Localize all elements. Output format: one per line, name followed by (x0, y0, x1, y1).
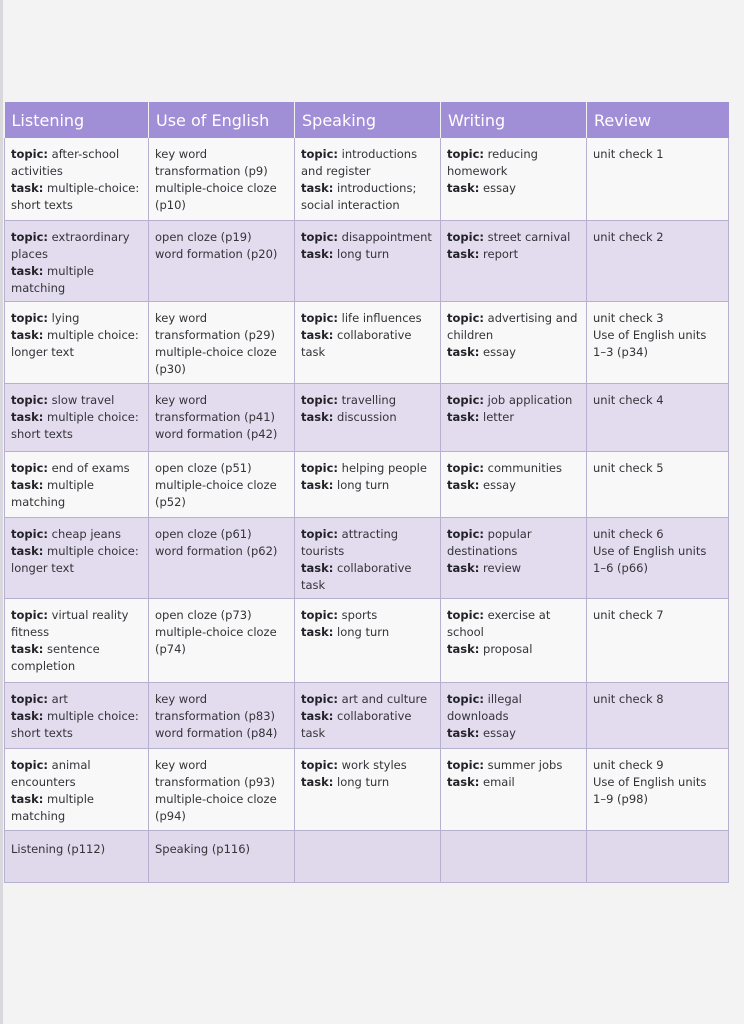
cell-line: word formation (p42) (155, 426, 278, 441)
topic-label: topic: (11, 757, 48, 772)
topic-value: after-school activities (11, 147, 120, 178)
cell-line: multiple-choice cloze (p74) (155, 624, 277, 656)
table-row (5, 682, 729, 748)
task-line (447, 409, 580, 426)
use-of-english-cell (149, 301, 295, 383)
review-cell (587, 301, 729, 383)
topic-line (301, 526, 434, 560)
topic-value: work styles (341, 757, 407, 772)
topic-line (11, 607, 142, 641)
speaking-cell (295, 748, 441, 830)
topic-value: attracting tourists (301, 526, 399, 558)
table-row (5, 138, 729, 220)
listening-cell (5, 598, 149, 682)
topic-value: exercise at school (447, 607, 551, 639)
task-line (11, 708, 142, 742)
task-line (301, 180, 434, 214)
table-row (5, 383, 729, 451)
task-value: proposal (483, 641, 533, 656)
task-label: task: (301, 327, 334, 342)
task-label: task: (301, 624, 334, 639)
footer-cell (587, 830, 729, 882)
topic-line (447, 526, 580, 560)
header-review: Review (587, 102, 729, 138)
footer-cell: Speaking (p116) (149, 830, 295, 882)
review-cell (587, 748, 729, 830)
cell-line: unit check 6 (593, 526, 664, 541)
task-label: task: (447, 344, 480, 359)
task-value: multiple choice: longer text (11, 543, 139, 575)
topic-value: helping people (341, 460, 427, 475)
header-row (5, 102, 729, 138)
footer-row (5, 830, 729, 882)
task-line (11, 477, 142, 511)
task-value: multiple matching (11, 791, 94, 823)
header-listening: Listening (5, 102, 149, 138)
review-cell (587, 517, 729, 598)
topic-line (447, 691, 580, 725)
speaking-cell (295, 517, 441, 598)
cell-line: multiple-choice cloze (p10) (155, 181, 277, 212)
task-line (447, 774, 580, 791)
use-of-english-cell (149, 748, 295, 830)
cell-line: key word transformation (p93) (155, 757, 276, 789)
topic-line (301, 757, 434, 774)
writing-cell (441, 451, 587, 517)
task-line (301, 624, 434, 641)
table-row (5, 517, 729, 598)
topic-line (11, 757, 142, 791)
footer-cell (441, 830, 587, 882)
task-label: task: (447, 560, 480, 575)
use-of-english-cell (149, 138, 295, 220)
header-use-of-english: Use of English (149, 102, 295, 138)
task-label: task: (447, 246, 480, 261)
cell-line: key word transformation (p29) (155, 310, 276, 342)
topic-line (301, 229, 434, 246)
task-value: collaborative task (301, 560, 412, 592)
topic-line (301, 691, 434, 708)
topic-line (11, 526, 142, 543)
topic-value: introductions and register (301, 147, 418, 178)
task-label: task: (301, 774, 334, 789)
task-line (447, 560, 580, 577)
footer-cell: Listening (p112) (5, 830, 149, 882)
task-line (11, 409, 142, 443)
task-line (301, 477, 434, 494)
writing-cell (441, 383, 587, 451)
task-value: long turn (337, 246, 390, 261)
cell-line: word formation (p62) (155, 543, 278, 558)
topic-value: virtual reality fitness (11, 607, 129, 639)
listening-cell (5, 220, 149, 301)
topic-value: street carnival (487, 229, 571, 244)
listening-cell (5, 301, 149, 383)
cell-line: unit check 4 (593, 392, 664, 407)
topic-label: topic: (301, 147, 338, 161)
speaking-cell (295, 383, 441, 451)
topic-line (301, 607, 434, 624)
listening-cell (5, 451, 149, 517)
listening-cell (5, 517, 149, 598)
cell-line: multiple-choice cloze (p30) (155, 344, 277, 376)
task-label: task: (11, 409, 44, 424)
topic-value: disappointment (341, 229, 432, 244)
task-label: task: (301, 477, 334, 492)
task-label: task: (11, 708, 44, 723)
task-label: task: (447, 477, 480, 492)
writing-cell (441, 682, 587, 748)
task-label: task: (11, 543, 44, 558)
speaking-cell (295, 220, 441, 301)
use-of-english-cell (149, 517, 295, 598)
task-value: essay (483, 181, 516, 195)
topic-label: topic: (11, 691, 48, 706)
table-row (5, 451, 729, 517)
cell-line: open cloze (p61) (155, 526, 252, 541)
use-of-english-cell (149, 598, 295, 682)
topic-label: topic: (11, 607, 48, 622)
task-value: collaborative task (301, 327, 412, 359)
speaking-cell (295, 682, 441, 748)
topic-label: topic: (11, 460, 48, 475)
topic-label: topic: (447, 147, 484, 161)
topic-value: illegal downloads (447, 691, 522, 723)
topic-label: topic: (11, 147, 48, 161)
topic-label: topic: (301, 310, 338, 325)
topic-value: summer jobs (487, 757, 563, 772)
task-label: task: (447, 774, 480, 789)
writing-cell (441, 301, 587, 383)
topic-label: topic: (447, 691, 484, 706)
task-value: multiple matching (11, 477, 94, 509)
topic-label: topic: (447, 229, 484, 244)
cell-line: word formation (p84) (155, 725, 278, 740)
topic-value: communities (487, 460, 562, 475)
topic-value: popular destinations (447, 526, 532, 558)
task-line (447, 246, 580, 263)
task-line (301, 246, 434, 263)
table-row (5, 220, 729, 301)
task-label: task: (301, 181, 334, 195)
task-line (11, 791, 142, 825)
topic-label: topic: (301, 757, 338, 772)
task-label: task: (11, 791, 44, 806)
topic-value: job application (487, 392, 573, 407)
use-of-english-cell (149, 682, 295, 748)
use-of-english-cell (149, 451, 295, 517)
cell-line: word formation (p20) (155, 246, 278, 261)
listening-cell (5, 682, 149, 748)
topic-label: topic: (447, 757, 484, 772)
table-row (5, 598, 729, 682)
topic-label: topic: (447, 392, 484, 407)
topic-label: topic: (11, 526, 48, 541)
topic-line (11, 691, 142, 708)
task-value: collaborative task (301, 708, 412, 740)
speaking-cell (295, 138, 441, 220)
cell-line: unit check 8 (593, 691, 664, 706)
cell-line: open cloze (p19) (155, 229, 252, 244)
task-line (301, 560, 434, 594)
cell-line: unit check 2 (593, 229, 664, 244)
task-value: letter (483, 409, 515, 424)
task-line (11, 327, 142, 361)
topic-line (447, 392, 580, 409)
topic-line (447, 757, 580, 774)
speaking-cell (295, 598, 441, 682)
task-value: long turn (337, 624, 390, 639)
task-line (301, 409, 434, 426)
topic-line (447, 229, 580, 246)
cell-line: unit check 1 (593, 147, 664, 161)
task-label: task: (447, 641, 480, 656)
topic-line (301, 310, 434, 327)
topic-value: life influences (341, 310, 422, 325)
topic-line (447, 460, 580, 477)
review-cell (587, 451, 729, 517)
topic-value: advertising and children (447, 310, 578, 342)
task-label: task: (11, 181, 44, 195)
task-value: multiple choice: short texts (11, 708, 139, 740)
topic-value: art and culture (341, 691, 428, 706)
topic-value: cheap jeans (51, 526, 121, 541)
review-cell (587, 383, 729, 451)
cell-line: Use of English units 1–6 (p66) (593, 543, 707, 575)
cell-line: key word transformation (p9) (155, 147, 268, 178)
topic-label: topic: (11, 310, 48, 325)
topic-label: topic: (301, 691, 338, 706)
listening-cell (5, 748, 149, 830)
topic-label: topic: (447, 526, 484, 541)
task-line (11, 641, 142, 675)
topic-line (301, 392, 434, 409)
task-line (11, 263, 142, 297)
task-label: task: (447, 725, 480, 740)
task-label: task: (11, 263, 44, 278)
cell-line: multiple-choice cloze (p94) (155, 791, 277, 823)
task-label: task: (301, 246, 334, 261)
task-value: sentence completion (11, 641, 100, 673)
topic-line (447, 607, 580, 641)
header-speaking: Speaking (295, 102, 441, 138)
task-label: task: (11, 477, 44, 492)
topic-label: topic: (301, 460, 338, 475)
task-value: multiple-choice: short texts (11, 181, 140, 212)
listening-cell (5, 383, 149, 451)
task-line (11, 543, 142, 577)
cell-line: Use of English units 1–3 (p34) (593, 327, 707, 359)
topic-value: slow travel (51, 392, 115, 407)
review-cell (587, 138, 729, 220)
cell-line: unit check 5 (593, 460, 664, 475)
topic-value: sports (341, 607, 378, 622)
writing-cell (441, 220, 587, 301)
topic-label: topic: (301, 392, 338, 407)
task-label: task: (301, 409, 334, 424)
task-line (447, 641, 580, 658)
task-value: discussion (337, 409, 397, 424)
task-line (447, 344, 580, 361)
cell-line: Use of English units 1–9 (p98) (593, 774, 707, 806)
table-row (5, 301, 729, 383)
topic-line (447, 310, 580, 344)
topic-label: topic: (11, 229, 48, 244)
task-label: task: (301, 560, 334, 575)
topic-label: topic: (11, 392, 48, 407)
use-of-english-cell (149, 220, 295, 301)
cell-line: key word transformation (p41) (155, 392, 276, 424)
topic-label: topic: (301, 607, 338, 622)
footer-cell (295, 830, 441, 882)
task-line (447, 477, 580, 494)
topic-value: art (51, 691, 68, 706)
review-cell (587, 682, 729, 748)
task-label: task: (11, 327, 44, 342)
task-value: introductions; social interaction (301, 181, 417, 212)
topic-line (301, 146, 434, 180)
cell-line: open cloze (p51) (155, 460, 252, 475)
task-line (447, 725, 580, 742)
table-row (5, 748, 729, 830)
task-label: task: (301, 708, 334, 723)
listening-cell (5, 138, 149, 220)
topic-line (301, 460, 434, 477)
topic-line (11, 146, 142, 180)
task-line (447, 180, 580, 197)
task-label: task: (11, 641, 44, 656)
task-value: email (483, 774, 515, 789)
task-value: report (483, 246, 519, 261)
task-value: essay (483, 725, 516, 740)
topic-line (11, 229, 142, 263)
task-line (11, 180, 142, 214)
writing-cell (441, 138, 587, 220)
topic-label: topic: (301, 526, 338, 541)
cell-line: open cloze (p73) (155, 607, 252, 622)
task-value: essay (483, 477, 516, 492)
writing-cell (441, 598, 587, 682)
cell-line: unit check 7 (593, 607, 664, 622)
topic-line (11, 460, 142, 477)
task-line (301, 708, 434, 742)
review-cell (587, 220, 729, 301)
topic-label: topic: (301, 229, 338, 244)
contents-table (4, 102, 729, 883)
topic-value: animal encounters (11, 757, 91, 789)
task-value: long turn (337, 774, 390, 789)
topic-line (11, 392, 142, 409)
cell-line: key word transformation (p83) (155, 691, 276, 723)
task-value: multiple choice: longer text (11, 327, 139, 359)
topic-value: reducing homework (447, 147, 538, 178)
task-label: task: (447, 409, 480, 424)
writing-cell (441, 748, 587, 830)
task-value: multiple choice: short texts (11, 409, 139, 441)
topic-value: extraordinary places (11, 229, 130, 261)
cell-line: unit check 3 (593, 310, 664, 325)
topic-value: end of exams (51, 460, 130, 475)
task-value: essay (483, 344, 516, 359)
writing-cell (441, 517, 587, 598)
task-line (301, 774, 434, 791)
task-label: task: (447, 181, 480, 195)
speaking-cell (295, 451, 441, 517)
task-value: review (483, 560, 522, 575)
task-value: long turn (337, 477, 390, 492)
topic-line (447, 146, 580, 180)
use-of-english-cell (149, 383, 295, 451)
page-edge (0, 0, 3, 1024)
task-line (301, 327, 434, 361)
topic-label: topic: (447, 310, 484, 325)
topic-label: topic: (447, 460, 484, 475)
review-cell (587, 598, 729, 682)
cell-line: unit check 9 (593, 757, 664, 772)
topic-value: lying (51, 310, 80, 325)
task-value: multiple matching (11, 263, 94, 295)
topic-label: topic: (447, 607, 484, 622)
topic-line (11, 310, 142, 327)
cell-line: multiple-choice cloze (p52) (155, 477, 277, 509)
speaking-cell (295, 301, 441, 383)
header-writing: Writing (441, 102, 587, 138)
topic-value: travelling (341, 392, 396, 407)
